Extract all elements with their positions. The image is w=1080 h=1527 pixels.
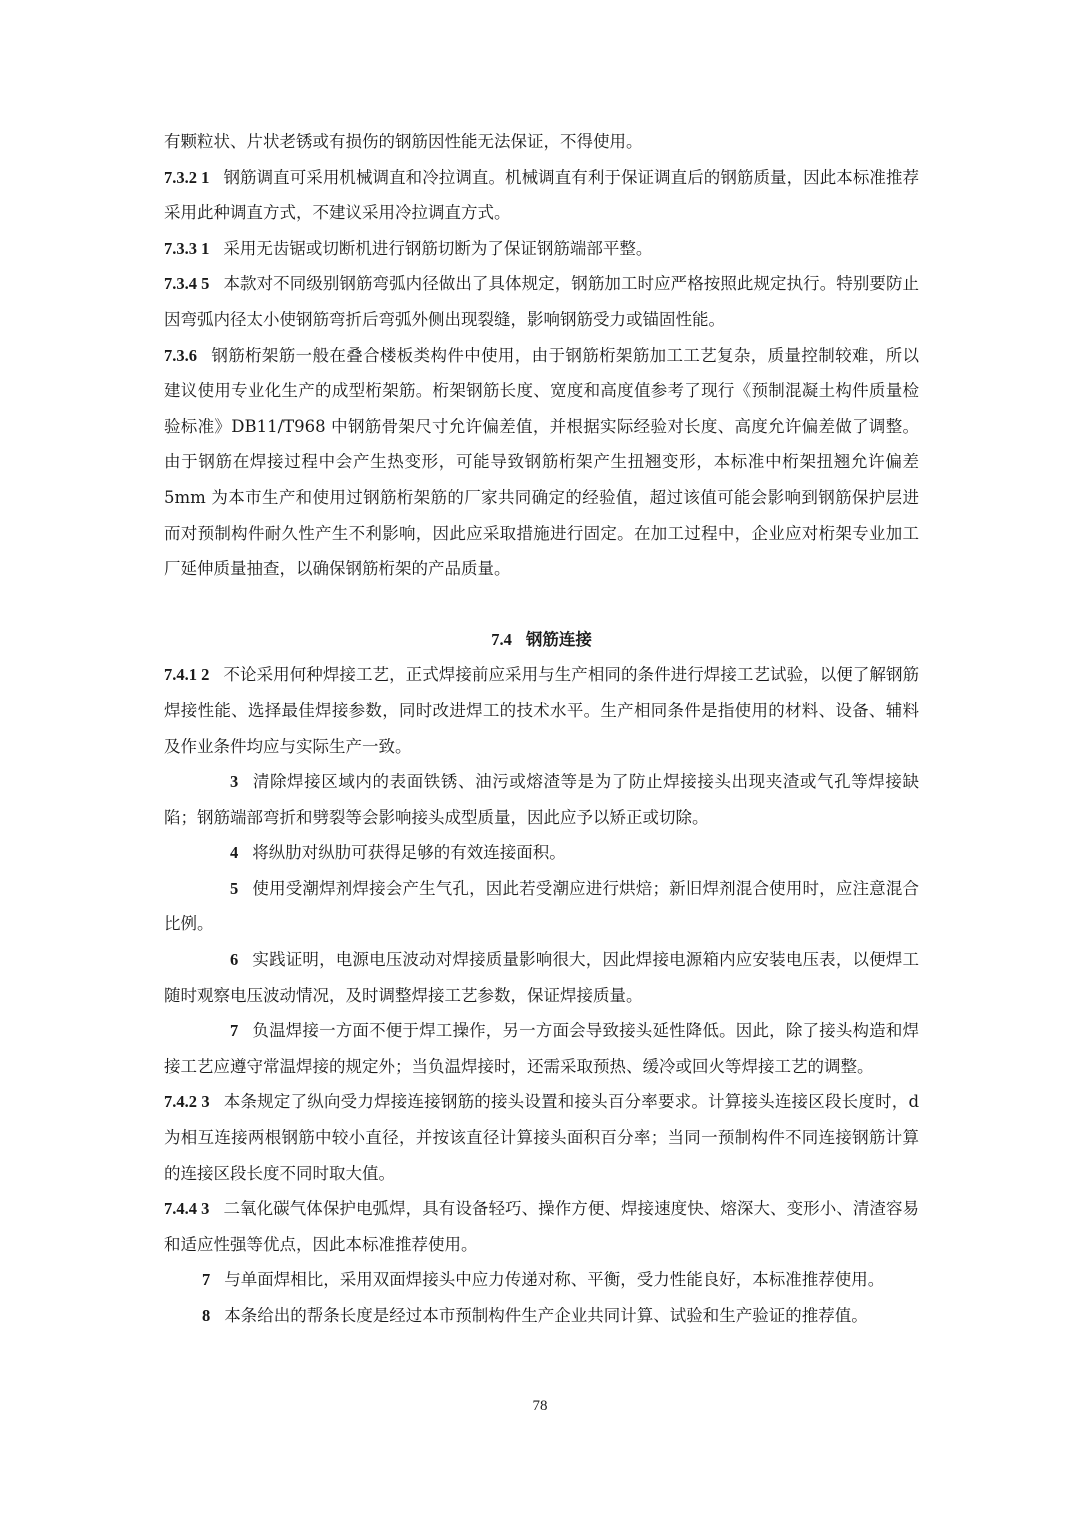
section-number: 7.4: [491, 629, 512, 649]
clause-text: 本条规定了纵向受力焊接连接钢筋的接头设置和接头百分率要求。计算接头连接区段长度时，d 为相互连接两根钢筋中较小直径，并按该直径计算接头面积百分率；当同一预制构件不同连接钢筋计算的连接区段长度不同时取大值。: [164, 1092, 920, 1183]
clause-7-4-4: [164, 1191, 919, 1262]
clause-text: 二氧化碳气体保护电弧焊，具有设备轻巧、操作方便、焊接速度快、熔深大、变形小、清渣容易和适应性强等优点，因此本标准推荐使用。: [164, 1199, 920, 1254]
section-heading-text: 钢筋连接: [525, 629, 592, 649]
item-number: 8: [202, 1306, 211, 1325]
item-number: 6: [230, 950, 239, 970]
page-number: 78: [532, 1398, 548, 1414]
item-6: [164, 942, 919, 1013]
item-number: 4: [230, 843, 239, 863]
item-5: [164, 871, 919, 942]
clause-7-4-1: [164, 657, 919, 764]
item-number: 7: [230, 1021, 239, 1041]
item-8: [164, 1298, 919, 1334]
clause-number: 7.3.2 1: [164, 167, 210, 187]
item-text: 负温焊接一方面不便于焊工操作，另一方面会导致接头延性降低。因此，除了接头构造和焊接工艺应遵守常温焊接的规定外；当负温焊接时，还需采取预热、缓冷或回火等焊接工艺的调整。: [164, 1021, 919, 1076]
page-content: [164, 124, 919, 1334]
item-4: [164, 835, 919, 871]
item-text: 将纵肋对纵肋可获得足够的有效连接面积。: [252, 843, 566, 863]
item-text: 本条给出的帮条长度是经过本市预制构件生产企业共同计算、试验和生产验证的推荐值。: [224, 1306, 868, 1325]
paragraph-continued: [164, 124, 919, 160]
clause-number: 7.3.6: [164, 345, 197, 365]
section-heading: [164, 622, 919, 658]
item-number: 7: [202, 1270, 211, 1290]
item-text: 使用受潮焊剂焊接会产生气孔，因此若受潮应进行烘焙；新旧焊剂混合使用时，应注意混合比例。: [164, 878, 919, 934]
clause-text: 钢筋桁架筋一般在叠合楼板类构件中使用，由于钢筋桁架筋加工工艺复杂，质量控制较难，所以建议使用专业化生产的成型桁架筋。桁架钢筋长度、宽度和高度值参考了现行《预制混凝土构件质量检验标准》DB11/T968 中钢筋骨架尺寸允许偏差值，并根据实际经验对长度、高度允许偏差做了调整。由于钢筋在焊接过程中会产生热变形，可能导致钢筋桁架产生扭翘变形，本标准中桁架扭翘允许偏差 5mm 为本市生产和使用过钢筋桁架筋的厂家共同确定的经验值，超过该值可能会影响到钢筋保护层进而对预制构件耐久性产生不利影响，因此应采取措施进行固定。在加工过程中，企业应对桁架专业加工厂延伸质量抽查，以确保钢筋桁架的产品质量。: [164, 345, 919, 579]
clause-text: 钢筋调直可采用机械调直和冷拉调直。机械调直有利于保证调直后的钢筋质量，因此本标准推荐采用此种调直方式，不建议采用冷拉调直方式。: [164, 167, 920, 223]
item-text: 清除焊接区域内的表面铁锈、油污或熔渣等是为了防止焊接接头出现夹渣或气孔等焊接缺陷；钢筋端部弯折和劈裂等会影响接头成型质量，因此应予以矫正或切除。: [164, 772, 919, 827]
item-number: 3: [230, 772, 239, 792]
clause-7-3-3: [164, 231, 919, 267]
clause-text: 采用无齿锯或切断机进行钢筋切断为了保证钢筋端部平整。: [223, 238, 653, 258]
clause-number: 7.4.1 2: [164, 665, 210, 685]
paragraph-text: 有颗粒状、片状老锈或有损伤的钢筋因性能无法保证，不得使用。: [164, 132, 643, 151]
clause-number: 7.3.4 5: [164, 274, 210, 294]
clause-7-3-4: [164, 266, 919, 337]
clause-7-4-2: [164, 1084, 919, 1191]
item-text: 实践证明，电源电压波动对焊接质量影响很大，因此焊接电源箱内应安装电压表，以便焊工随时观察电压波动情况，及时调整焊接工艺参数，保证焊接质量。: [164, 950, 919, 1005]
clause-text: 不论采用何种焊接工艺，正式焊接前应采用与生产相同的条件进行焊接工艺试验，以便了解钢筋焊接性能、选择最佳焊接参数，同时改进焊工的技术水平。生产相同条件是指使用的材料、设备、辅料及作业条件均应与实际生产一致。: [164, 665, 920, 756]
clause-number: 7.3.3 1: [164, 238, 210, 258]
clause-7-3-6: [164, 338, 919, 587]
item-3: [164, 764, 919, 835]
item-7-b: [164, 1262, 919, 1298]
clause-number: 7.4.4 3: [164, 1199, 210, 1219]
clause-number: 7.4.2 3: [164, 1092, 210, 1112]
clause-text: 本款对不同级别钢筋弯弧内径做出了具体规定，钢筋加工时应严格按照此规定执行。特别要防止因弯弧内径太小使钢筋弯折后弯弧外侧出现裂缝，影响钢筋受力或锚固性能。: [164, 274, 920, 329]
item-number: 5: [230, 878, 239, 898]
item-text: 与单面焊相比，采用双面焊接头中应力传递对称、平衡，受力性能良好，本标准推荐使用。: [224, 1270, 885, 1290]
item-7: [164, 1013, 919, 1084]
clause-7-3-2: [164, 160, 919, 231]
